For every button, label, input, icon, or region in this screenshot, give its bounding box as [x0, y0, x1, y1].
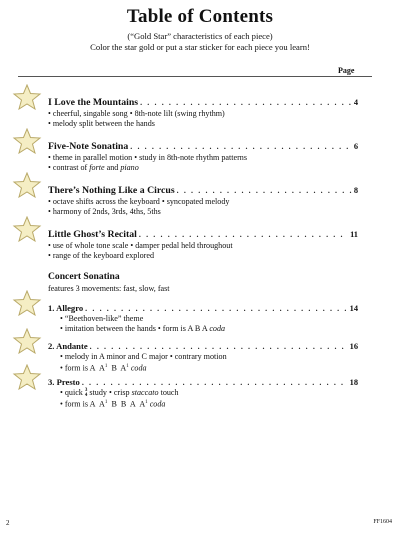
- toc-entry-1: [48, 97, 358, 130]
- entry-bullet: • contrast of forte and piano: [48, 163, 139, 173]
- movement-page: 16: [349, 342, 358, 351]
- movement-2: [48, 341, 358, 375]
- movement-bullet: • form is A $A^1$ B B A $A^1$ coda: [60, 400, 166, 410]
- star-icon[interactable]: [12, 216, 42, 242]
- book-code: FF1604: [373, 519, 392, 525]
- entry-bullet: • octave shifts across the keyboard • syncopated melody: [48, 197, 230, 206]
- leader-dots: [82, 378, 348, 387]
- movement-title[interactable]: 2. Andante: [48, 341, 88, 351]
- movement-title[interactable]: 1. Allegro: [48, 303, 84, 313]
- movement-bullet: • imitation between the hands • form is A B A coda: [60, 324, 226, 334]
- leader-dots: [85, 304, 347, 313]
- header-rule: [18, 76, 372, 77]
- entry-bullet: • theme in parallel motion • study in 8th-note rhythm patterns: [48, 153, 247, 162]
- toc-entry-3: [48, 185, 358, 218]
- entry-page: 8: [353, 186, 358, 195]
- star-icon[interactable]: [12, 328, 42, 354]
- movement-1: [48, 303, 358, 335]
- star-icon[interactable]: [12, 84, 42, 110]
- leader-dots: [90, 342, 348, 351]
- leader-dots: [139, 230, 348, 239]
- subtitle-instructions: Color the star gold or put a star sticker for each piece you learn!: [90, 42, 310, 52]
- movement-page: 14: [349, 304, 358, 313]
- entry-title[interactable]: Little Ghost’s Recital: [48, 229, 137, 240]
- entry-bullet: • cheerful, singable song • 8th-note lilt (swing rhythm): [48, 109, 225, 118]
- movement-bullet: • quick 3 4 study • crisp staccato touch: [60, 388, 179, 399]
- movement-bullet: • “Beethoven-like” theme: [60, 314, 144, 323]
- page-title: Table of Contents: [126, 6, 274, 27]
- subtitle-characteristics: (“Gold Star” characteristics of each piece): [127, 31, 273, 41]
- entry-page: 6: [353, 142, 358, 151]
- movement-bullet: • melody in A minor and C major • contrary motion: [60, 352, 227, 361]
- leader-dots: [130, 142, 352, 151]
- leader-dots: [177, 186, 352, 195]
- toc-entry-2: [48, 141, 358, 174]
- star-icon[interactable]: [12, 128, 42, 154]
- concert-sonatina-note: features 3 movements: fast, slow, fast: [48, 284, 170, 293]
- entry-bullet: • melody split between the hands: [48, 119, 155, 129]
- star-icon[interactable]: [12, 172, 42, 198]
- entry-title[interactable]: Five-Note Sonatina: [48, 141, 129, 152]
- entry-title[interactable]: I Love the Mountains: [48, 97, 139, 108]
- entry-bullet: • use of whole tone scale • damper pedal held throughout: [48, 241, 233, 250]
- movement-page: 18: [349, 378, 358, 387]
- entry-page: 4: [353, 98, 358, 107]
- entry-title[interactable]: There’s Nothing Like a Circus: [48, 185, 175, 196]
- time-signature-3-4: 3 4: [84, 388, 88, 399]
- movement-3: [48, 377, 358, 411]
- page-number: 2: [6, 519, 10, 527]
- entry-page: 11: [350, 230, 358, 239]
- star-icon[interactable]: [12, 364, 42, 390]
- concert-sonatina-title[interactable]: Concert Sonatina: [48, 271, 120, 282]
- toc-entry-4: [48, 229, 358, 262]
- movement-bullet: • form is A $A^1$ B $A^1$ coda: [60, 364, 147, 374]
- entry-bullet: • harmony of 2nds, 3rds, 4ths, 5ths: [48, 207, 161, 217]
- page-column-header: Page: [338, 66, 355, 75]
- entry-bullet: • range of the keyboard explored: [48, 251, 154, 261]
- movement-title[interactable]: 3. Presto: [48, 377, 80, 387]
- leader-dots: [140, 98, 352, 107]
- star-icon[interactable]: [12, 290, 42, 316]
